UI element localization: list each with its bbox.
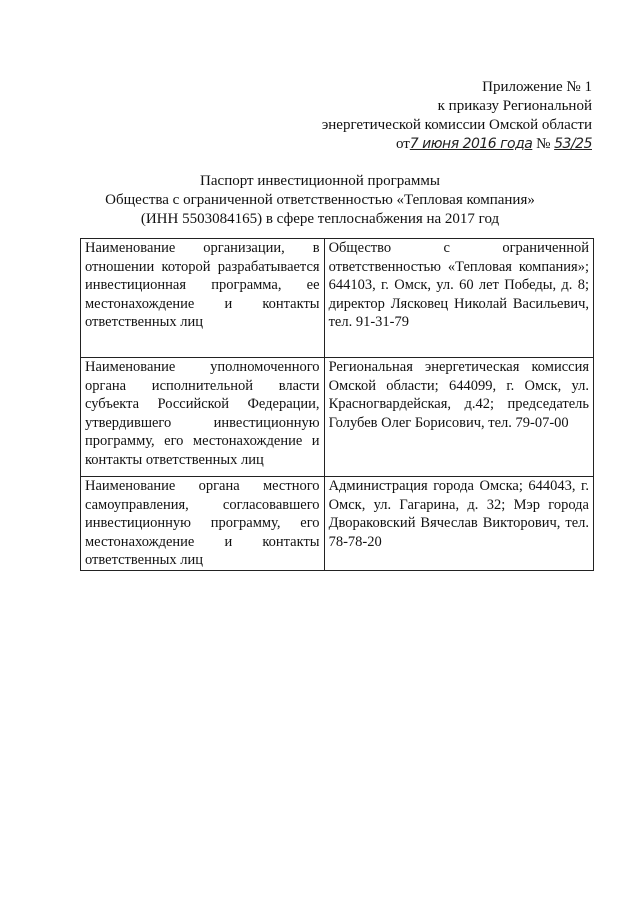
number-prefix: №: [536, 136, 551, 152]
appendix-line-1: Приложение № 1: [482, 79, 592, 95]
appendix-line-3: энергетической комиссии Омской области: [321, 117, 592, 133]
row-label: Наименование организации, в отношении которой разрабатывается инвестиционная программа, ее местонахождение и контакты ответственных лиц: [81, 239, 325, 358]
document-title: [0, 172, 640, 229]
table-row: [81, 239, 594, 358]
row-label: Наименование уполномоченного органа исполнительной власти субъекта Российской Федерации, утвердившего инвестиционную программу, его местонахождение и контакты ответственных лиц: [81, 358, 325, 477]
table-row: [81, 477, 594, 571]
date-prefix: от: [395, 136, 410, 152]
row-label: Наименование органа местного самоуправления, согласовавшего инвестиционную программу, его местонахождение и контакты ответственных лиц: [81, 477, 325, 571]
row-value: Общество с ограниченной ответственностью «Тепловая компания»; 644103, г. Омск, ул. 60 лет Победы, д. 8; директор Лясковец Николай Васильевич, тел. 91-31-79: [324, 239, 593, 358]
passport-table: [80, 238, 594, 571]
handwritten-date: 7 июня 2016 года: [409, 136, 533, 152]
table-row: [81, 358, 594, 477]
appendix-block: [322, 78, 592, 154]
row-value: Администрация города Омска; 644043, г. Омск, ул. Гагарина, д. 32; Мэр города Двораковский Вячеслав Викторович, тел. 78-78-20: [324, 477, 593, 571]
appendix-date-line: [322, 135, 592, 154]
appendix-line-2: к приказу Региональной: [437, 98, 592, 114]
title-line-2: Общества с ограниченной ответственностью «Тепловая компания»: [105, 192, 535, 208]
title-line-1: Паспорт инвестиционной программы: [200, 173, 440, 189]
row-value: Региональная энергетическая комиссия Омской области; 644099, г. Омск, ул. Красногвардейская, д.42; председатель Голубев Олег Борисович, тел. 79-07-00: [324, 358, 593, 477]
title-line-3: (ИНН 5503084165) в сфере теплоснабжения на 2017 год: [140, 211, 500, 227]
handwritten-number: 53/25: [554, 136, 592, 152]
